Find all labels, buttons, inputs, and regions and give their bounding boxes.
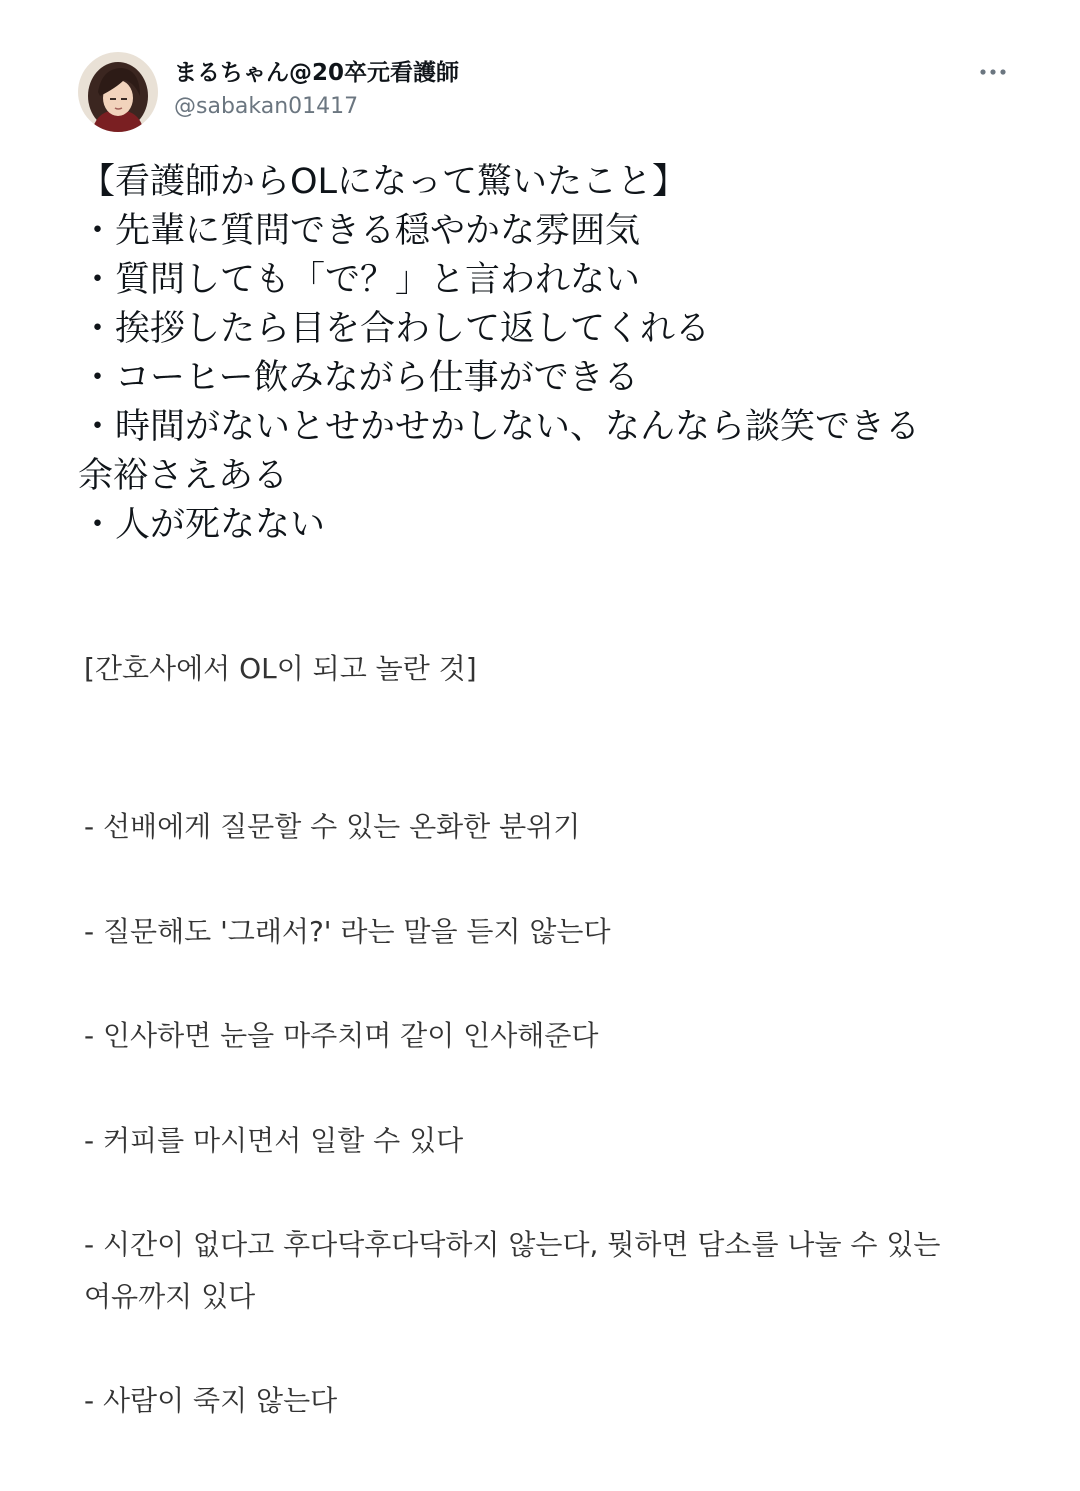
author-info (174, 58, 459, 122)
tweet-text-line: 【看護師からOLになって驚いたこと】 (80, 162, 688, 202)
more-horizontal-icon (978, 60, 1008, 84)
tweet-text (80, 158, 1040, 550)
tweet-text-line: ・質問しても「で？」と言われない (80, 260, 641, 300)
user-handle[interactable]: @sabakan01417 (174, 94, 359, 119)
tweet-text-line: ・コーヒー飲みながら仕事ができる (80, 358, 639, 398)
translation-item: - 선배에게 질문할 수 있는 온화한 분위기 (84, 810, 581, 843)
translation-item: - 커피를 마시면서 일할 수 있다 (84, 1124, 464, 1157)
tweet-text-line: ・時間がないとせかせかしない、なんなら談笑できる (80, 407, 921, 447)
more-options-button[interactable] (978, 60, 1008, 84)
translation-item: - 질문해도 '그래서?' 라는 말을 듣지 않는다 (84, 915, 611, 948)
translation-title: [간호사에서 OL이 되고 놀란 것] (84, 652, 477, 685)
tweet-text-line: 余裕さえある (78, 456, 289, 496)
translation-item-continued: 여유까지 있다 (84, 1280, 256, 1313)
tweet-text-line: ・挨拶したら目を合わして返してくれる (80, 309, 711, 349)
tweet-text-line: ・人が死なない (80, 505, 326, 545)
translation-item: - 시간이 없다고 후다닥후다닥하지 않는다, 뭣하면 담소를 나눌 수 있는 (84, 1228, 941, 1261)
avatar[interactable] (78, 52, 158, 132)
tweet-text-line: ・先輩に質問できる穏やかな雰囲気 (80, 211, 641, 251)
tweet-header (78, 52, 1008, 136)
translation-item: - 사람이 죽지 않는다 (84, 1384, 338, 1417)
translation-item: - 인사하면 눈을 마주치며 같이 인사해준다 (84, 1019, 599, 1052)
user-avatar-icon (78, 52, 158, 132)
display-name[interactable]: まるちゃん@20卒元看護師 (174, 60, 460, 86)
